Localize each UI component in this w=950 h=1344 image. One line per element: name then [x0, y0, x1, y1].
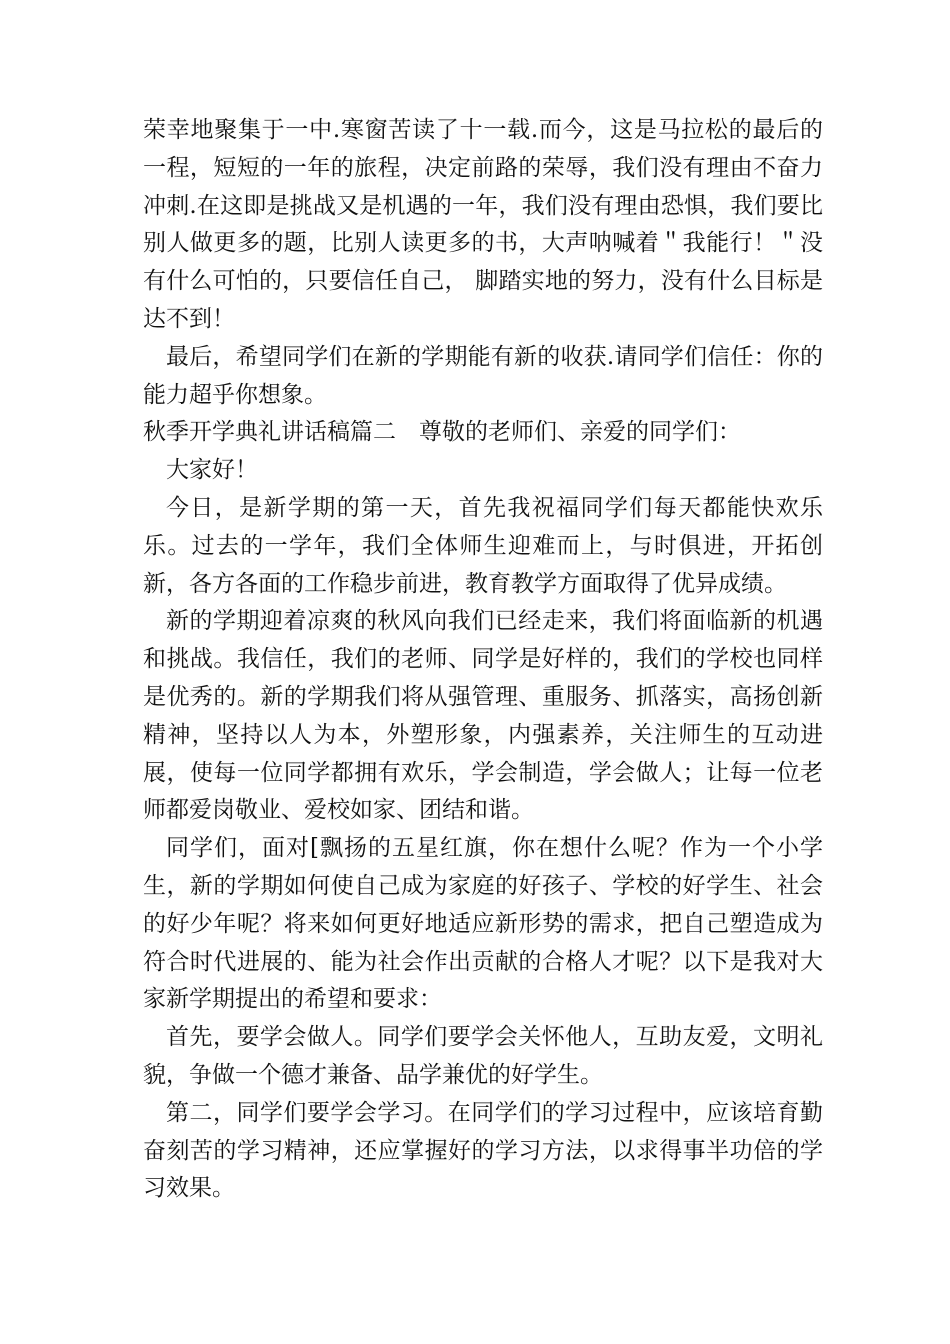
paragraph-first-point: 首先，要学会做人。同学们要学会关怀他人，互助友爱，文明礼貌，争做一个德才兼备、品学兼优的好学生。: [143, 1024, 823, 1088]
document-body: [143, 112, 823, 1208]
paragraph-greeting: 大家好！: [166, 457, 258, 484]
paragraph-second-point: 第二，同学们要学会学习。在同学们的学习过程中，应该培育勤奋刻苦的学习精神，还应掌握好的学习方法，以求得事半功倍的学习效果。: [143, 1099, 823, 1202]
paragraph-students-question: 同学们，面对[飘扬的五星红旗，你在想什么呢？作为一个小学生，新的学期如何使自己成为家庭的好孩子、学校的好学生、社会的好少年呢？将来如何更好地适应新形势的需求，把自己塑造成为符合时代进展的、能为社会作出贡献的合格人才呢？以下是我对大家新学期提出的希望和要求：: [143, 835, 823, 1013]
section-heading: 秋季开学典礼讲话稿篇二 尊敬的老师们、亲爱的同学们：: [143, 419, 741, 446]
paragraph-closing: 最后，希望同学们在新的学期能有新的收获.请同学们信任：你的能力超乎你想象。: [143, 343, 823, 408]
paragraph-new-semester: 新的学期迎着凉爽的秋风向我们已经走来，我们将面临新的机遇和挑战。我信任，我们的老师、同学是好样的，我们的学校也同样是优秀的。新的学期我们将从强管理、重服务、抓落实，高扬创新精神，坚持以人为本，外塑形象，内强素养，关注师生的互动进展，使每一位同学都拥有欢乐，学会制造，学会做人；让每一位老师都爱岗敬业、爱校如家、团结和谐。: [143, 608, 823, 824]
paragraph-continuation: 荣幸地聚集于一中.寒窗苦读了十一载.而今，这是马拉松的最后的一程，短短的一年的旅程，决定前路的荣辱，我们没有理由不奋力冲刺.在这即是挑战又是机遇的一年，我们没有理由恐惧，我们要比别人做更多的题，比别人读更多的书，大声呐喊着＂我能行！＂没有什么可怕的，只要信任自己， 脚踏实地的努力，没有什么目标是达不到！: [143, 117, 823, 332]
paragraph-first-day: 今日，是新学期的第一天，首先我祝福同学们每天都能快欢乐乐。过去的一学年，我们全体师生迎难而上，与时俱进，开拓创新，各方各面的工作稳步前进，教育教学方面取得了优异成绩。: [143, 494, 823, 597]
